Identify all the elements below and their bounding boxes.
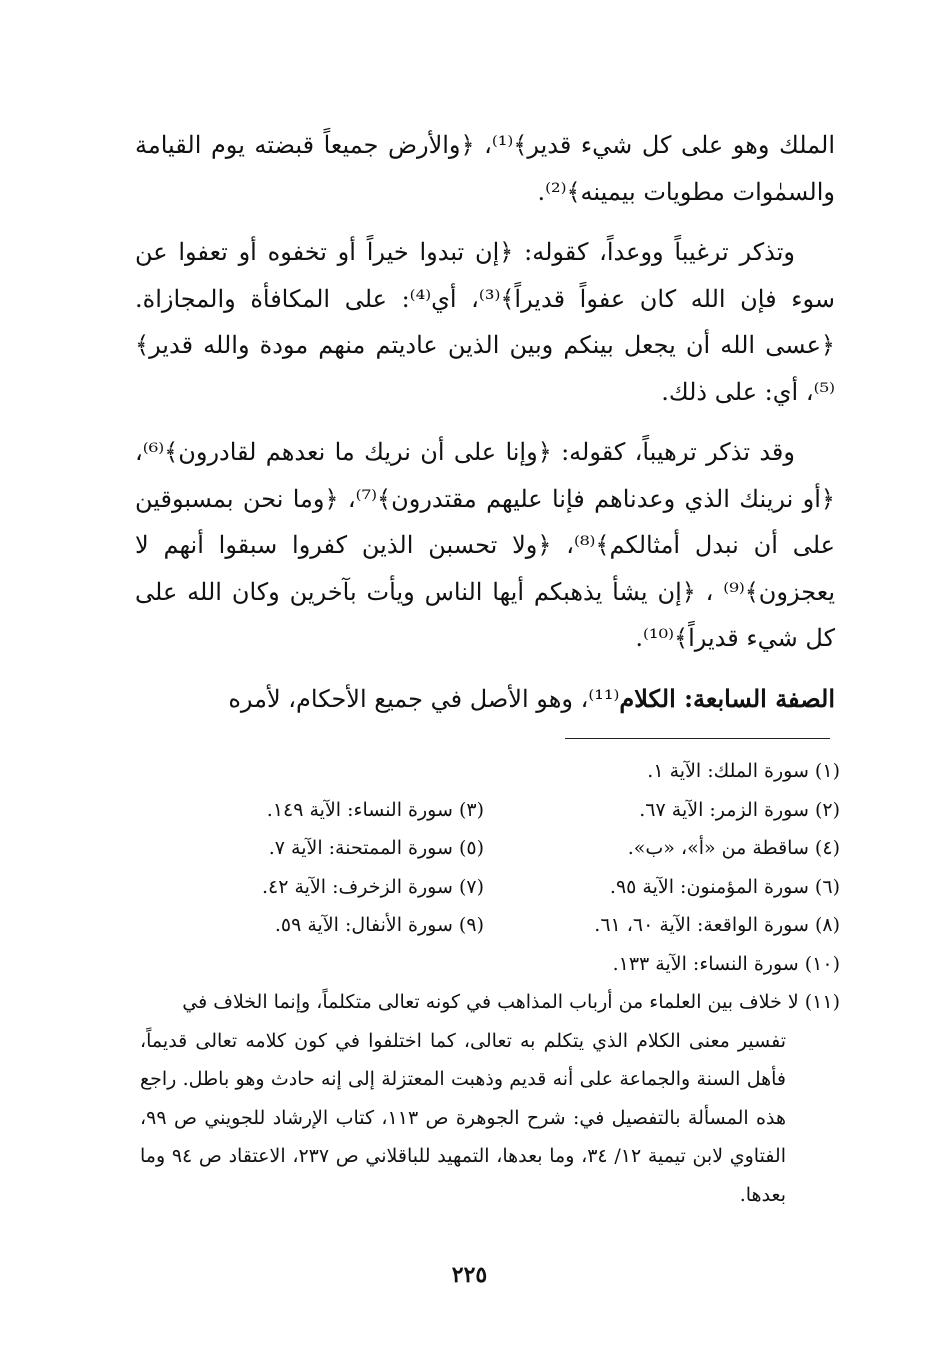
footnote-1: (١) سورة الملك: الآية ١. [647, 760, 840, 782]
section-title-continuation: ⁽¹¹⁾، وهو الأصل في جميع الأحكام، لأمره [228, 684, 620, 713]
footnote-10: (١٠) سورة النساء: الآية ١٣٣. [612, 952, 840, 975]
footnote-2: (٢) سورة الزمر: الآية ٦٧. [639, 798, 840, 821]
main-text [135, 122, 835, 722]
footnotes [140, 752, 840, 1214]
paragraph-4 [135, 676, 835, 723]
footnote-3: (٣) سورة النساء: الآية ١٤٩. [266, 798, 484, 821]
paragraph-1: الملك وهو على كل شيء قدير﴾⁽¹⁾، ﴿والأرض جميعاً قبضته يوم القيامة والسمٰوات مطويات بيمينه﴾⁽²⁾. [135, 131, 835, 206]
footnote-5: (٥) سورة الممتحنة: الآية ٧. [268, 837, 484, 859]
footnote-11-head: (١١) لا خلاف بين العلماء من أرباب المذاهب في كونه تعالى متكلماً، وإنما الخلاف في [182, 991, 840, 1013]
footnote-11 [140, 983, 840, 1214]
page-number: ٢٢٥ [451, 1262, 488, 1288]
footnote-8: (٨) سورة الواقعة: الآية ٦٠، ٦١. [594, 914, 840, 936]
footnote-11-body: تفسير معنى الكلام الذي يتكلم به تعالى، كما اختلفوا في كون كلامه تعالى قديماً، فأهل السنة والجماعة على أنه قديم وذهبت المعتزلة إلى إنه حادث وهو باطل. راجع هذه المسألة بالتفصيل في: شرح الجوهرة ص ١١٣، كتاب الإرشاد للجويني ص ٩٩، الفتاوي لابن تيمية ١٢/ ٣٤، وما بعدها، التمهيد للباقلاني ص ٢٣٧، الاعتقاد ص ٩٤ وما بعدها. [140, 1029, 786, 1206]
footnote-6: (٦) سورة المؤمنون: الآية ٩٥. [609, 875, 840, 898]
paragraph-3: وقد تذكر ترهيباً، كقوله: ﴿وإنا على أن نريك ما نعدهم لقادرون﴾⁽⁶⁾، ﴿أو نرينك الذي وعدناهم فإنا عليهم مقتدرون﴾⁽⁷⁾، ﴿وما نحن بمسبوقين على أن نبدل أمثالكم﴾⁽⁸⁾، ﴿ولا تحسبن الذين كفروا سبقوا أنهم لا يعجزون﴾⁽⁹⁾ ، ﴿إن يشأ يذهبكم أيها الناس ويأت بآخرين وكان الله على كل شيء قديراً﴾⁽¹⁰⁾. [135, 438, 836, 652]
footnote-9: (٩) سورة الأنفال: الآية ٥٩. [274, 914, 484, 936]
footnote-7: (٧) سورة الزخرف: الآية ٤٢. [261, 875, 484, 898]
footnote-4: (٤) ساقطة من «أ»، «ب». [627, 837, 840, 859]
section-title: الصفة السابعة: الكلام [619, 683, 835, 713]
paragraph-2: وتذكر ترغيباً ووعداً، كقوله: ﴿إن تبدوا خيراً أو تخفوه أو تعفوا عن سوء فإن الله كان عفواً قديراً﴾⁽³⁾، أي⁽⁴⁾: على المكافأة والمجازاة. ﴿عسى الله أن يجعل بينكم وبين الذين عاديتم منهم مودة والله قدير﴾⁽⁵⁾، أي: على ذلك. [135, 238, 835, 406]
footnote-separator [565, 738, 830, 739]
